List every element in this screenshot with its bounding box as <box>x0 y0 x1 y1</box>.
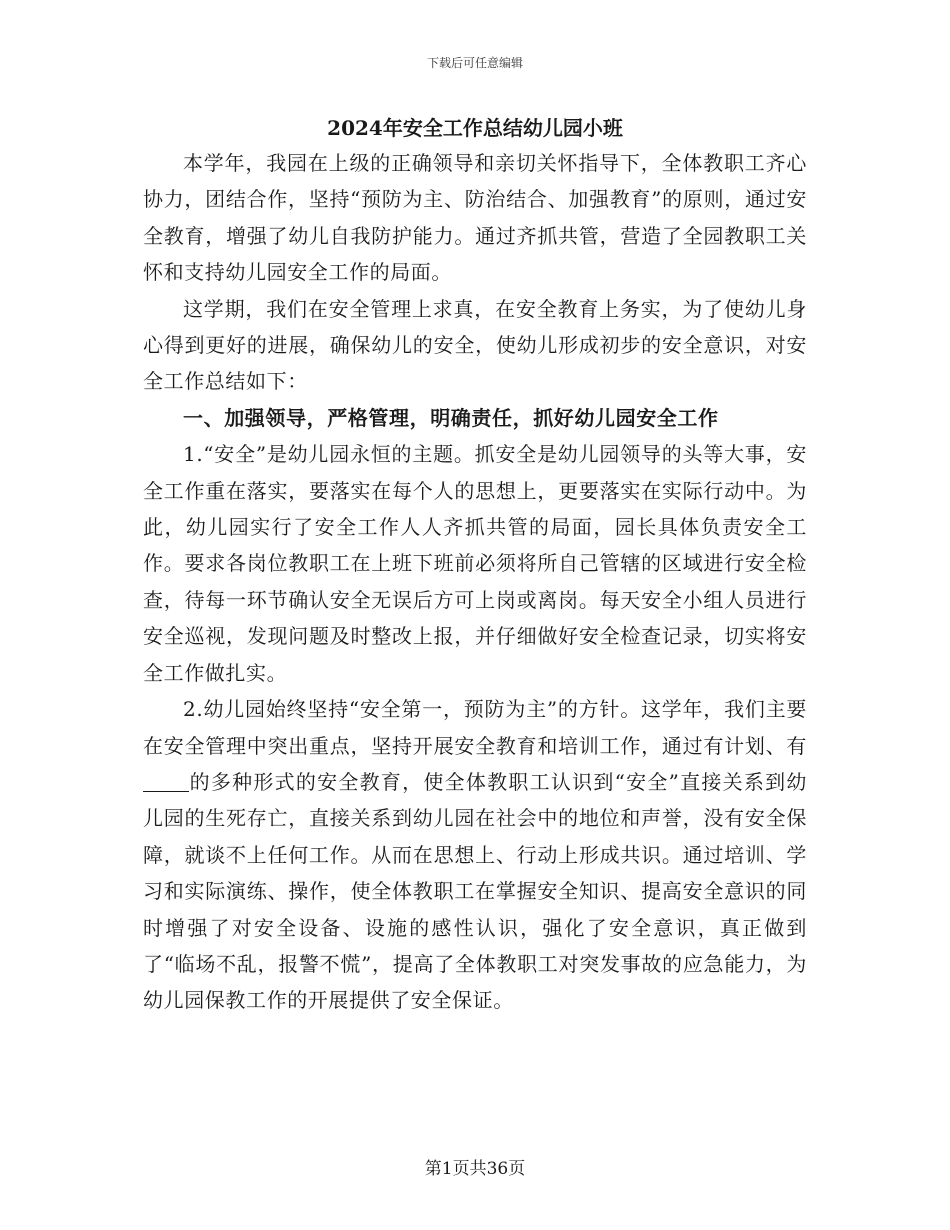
paragraph-item-2-part-b: 的多种形式的安全教育，使全体教职工认识到“安全”直接关系到幼儿园的生死存亡，直接关系到幼儿园在社会中的地位和声誉，没有安全保障，就谈不上任何工作。从而在思想上、行动上形成共识。通过培训、学习和实际演练、操作，使全体教职工在掌握安全知识、提高安全意识的同时增强了对安全设备、设施的感性认识，强化了安全意识，真正做到了“临场不乱，报警不慌”，提高了全体教职工对突发事故的应急能力，为幼儿园保教工作的开展提供了安全保证。 <box>143 769 807 1013</box>
document-title: 2024年安全工作总结幼儿园小班 <box>327 116 623 140</box>
section-heading-1: 一、加强领导，严格管理，明确责任，抓好幼儿园安全工作 <box>183 405 719 430</box>
header-note: 下载后可任意编辑 <box>426 56 523 70</box>
paragraph-intro: 本学年，我园在上级的正确领导和亲切关怀指导下，全体教职工齐心协力，团结合作，坚持“预防为主、防治结合、加强教育”的原则，通过安全教育，增强了幼儿自我防护能力。通过齐抓共管，营造了全园教职工关怀和支持幼儿园安全工作的局面。 <box>143 151 807 285</box>
document-body <box>143 111 807 1019</box>
page-footer: 第1页共36页 <box>424 1159 526 1179</box>
paragraph-item-2-part-a: 2.幼儿园始终坚持“安全第一，预防为主”的方针。这学年，我们主要在安全管理中突出重点，坚持开展安全教育和培训工作，通过有计划、有 <box>143 697 807 758</box>
paragraph-overview: 这学期，我们在安全管理上求真，在安全教育上务实，为了使幼儿身心得到更好的进展，确保幼儿的安全，使幼儿形成初步的安全意识，对安全工作总结如下： <box>143 296 807 394</box>
fill-in-blank <box>143 771 189 792</box>
paragraph-item-1: 1.“安全”是幼儿园永恒的主题。抓安全是幼儿园领导的头等大事，安全工作重在落实，要落实在每个人的思想上，更要落实在实际行动中。为此，幼儿园实行了安全工作人人齐抓共管的局面，园长具体负责安全工作。要求各岗位教职工在上班下班前必须将所自己管辖的区域进行安全检查，待每一环节确认安全无误后方可上岗或离岗。每天安全小组人员进行安全巡视，发现问题及时整改上报，并仔细做好安全检查记录，切实将安全工作做扎实。 <box>143 442 807 685</box>
paragraph-item-2 <box>143 691 807 1019</box>
